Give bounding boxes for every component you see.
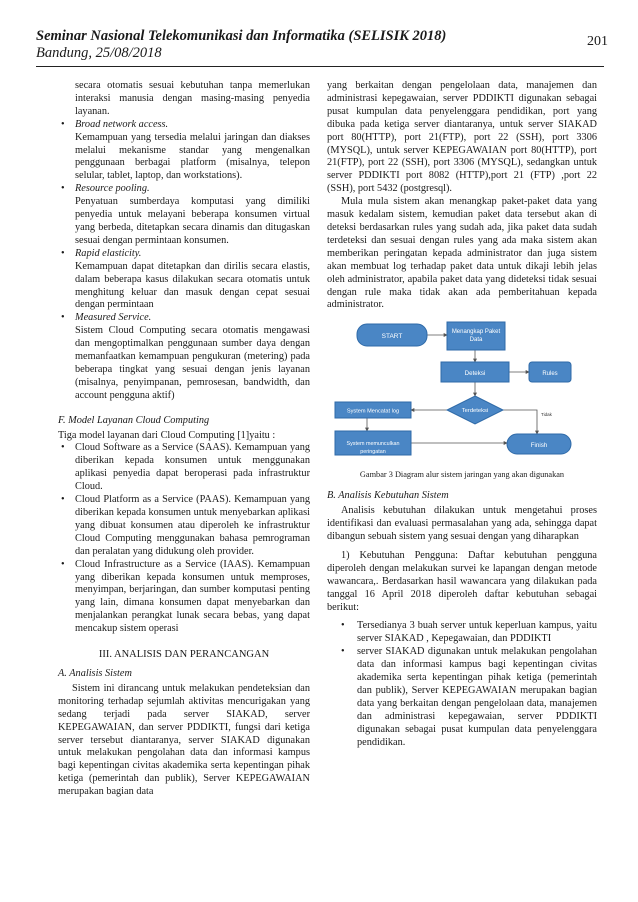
list-item: • Cloud Platform as a Service (PAAS). Kemampuan yang diberikan kepada konsumen untuk menyebarkan aplikasi yang dibuat konsumen atau diperoleh ke infrastruktur Cloud Computing menggunakan bahasa pemrograman dan peralatan yang didukung oleh provider. bbox=[58, 494, 310, 559]
item-text: Kemampuan dapat ditetapkan dan dirilis secara elastis, dalam beberapa kasus dilakukan secara otomatis untuk menghitung keluar dan masuk dengan cepat sesuai dengan permintaan bbox=[75, 260, 310, 311]
paragraph: yang berkaitan dengan pengelolaan data, manajemen dan administrasi kepegawaian, server PDDIKTI digunakan sebagai pusat kumpulan data penyelenggara pendidikan, port yang dibuka pada ketiga server diantaranya, untuk server SIAKAD port 80(HTTP), port 21(FTP), port 22 (SSH), port 3306 (MYSQL), untuk server KEPEGAWAIAN port 80(HTTP), port 21(FTP), port 22 (SSH), port 3306 (MYSQL), sedangkan untuk server PDDIKTI port 8082 (HTTP),port 21 (FTP) ,port 22 (SSH), port 5432 (postgresql). bbox=[327, 80, 597, 195]
conference-title: Seminar Nasional Telekomunikasi dan Informatika (SELISIK 2018) bbox=[36, 28, 447, 44]
warning-node: System memunculkan peringatan bbox=[346, 441, 400, 456]
item-title: Rapid elasticity. bbox=[75, 247, 142, 259]
start-node: START bbox=[381, 333, 403, 341]
needs-list bbox=[327, 620, 597, 749]
capture-node: Menangkap Paket Data bbox=[451, 329, 501, 344]
subsection-heading-b: B. Analisis Kebutuhan Sistem bbox=[327, 490, 449, 502]
list-item: • Tersedianya 3 buah server untuk keperluan kampus, yaitu server SIAKAD , Kepegawaian, dan PDDIKTI bbox=[327, 620, 597, 646]
log-node: System Mencatat log bbox=[346, 408, 400, 415]
characteristics-list bbox=[58, 119, 310, 403]
flow-diagram bbox=[327, 318, 597, 468]
header-rule bbox=[36, 66, 604, 67]
list-item bbox=[58, 248, 310, 313]
item-text: Kemampuan yang tersedia melalui jaringan dan diakses melalui mekanisme standar yang mengenalkan penggunaan berbagai platform (misalnya, telepon selular, tablet, laptop, dan workstations). bbox=[75, 131, 310, 182]
list-item bbox=[58, 183, 310, 248]
list-item: • Cloud Infrastructure as a Service (IAAS). Kemampuan yang diberikan kepada konsumen untuk memproses, menyimpan, berjaringan, dan sumber komputasi penting yang lain, dimana konsumen dapat menyebarkan dan menjalankan perangkat lunak secara bebas, yang dapat mencakup sistem operasi bbox=[58, 559, 310, 636]
item-text: Penyatuan sumberdaya komputasi yang dimiliki penyedia untuk melayani beberapa konsumen virtual yang berbeda, ditetapkan secara dinamis dan ditugaskan sesuai dengan permintaan konsumen. bbox=[75, 196, 310, 246]
paragraph: Sistem ini dirancang untuk melakukan pendeteksian dan monitoring terhadap sejumlah aktivitas mencurigakan yang sedang terjadi pada server SIAKAD, server KEPEGAWAIAN, dan server PDDIKTI, fungsi dari ketiga server tersebut diantaranya, server SIAKAD digunakan untuk melakukan pengolahan data dan informasi kampus bagi kepentingan civitas akademika serta kepentingan pihak ketiga (pemerintah dan publik), Server KEPEGAWAIAN merupakan bagian data bbox=[58, 682, 310, 798]
paragraph: secara otomatis sesuai kebutuhan tanpa memerlukan interaksi manusia dengan masing-masing penyedia layanan. bbox=[75, 80, 310, 117]
paragraph: Mula mula sistem akan menangkap paket-paket data yang masuk kedalam sistem, kemudian paket data tersebut akan di deteksi berdasarkan rules yang sudah ada, jika paket data sudah terdeteksi dan sesuai dengan rules yang ada maka sistem akan memberikan peringatan kepada administrator dan juga sistem akan membuat log terhadap paket data untuk dikaji lebih jelas oleh administrator, apabila paket data yang dideteksi tidak sesuai dengan rule maka tidak akan ada pemberitahuan kepada administrator. bbox=[327, 196, 597, 311]
list-item bbox=[58, 119, 310, 184]
paragraph: Tiga model layanan dari Cloud Computing [1]yaitu : bbox=[58, 429, 276, 441]
finish-node: Finish bbox=[530, 442, 548, 450]
list-item: • Cloud Software as a Service (SAAS). Kemampuan yang diberikan kepada konsumen untuk menggunakan aplikasi penyedia dapat beroperasi pada infrastruktur Cloud. bbox=[58, 442, 310, 494]
rules-node: Rules bbox=[542, 371, 558, 378]
detected-node: Terdeteksi bbox=[461, 408, 489, 415]
left-column bbox=[58, 80, 310, 799]
item-title: Measured Service. bbox=[75, 312, 152, 324]
list-item bbox=[58, 80, 310, 119]
subsection-heading-a: A. Analisis Sistem bbox=[58, 667, 132, 679]
no-label: Tidak bbox=[541, 412, 552, 418]
paragraph: Analisis kebutuhan dilakukan untuk mengetahui proses identifikasi dan evaluasi permasalahan yang ada, sehingga dapat dibangun sebuah sistem yang sesuai dengan yang diharapkan bbox=[327, 505, 597, 543]
list-item bbox=[58, 312, 310, 402]
item-title: Resource pooling. bbox=[75, 183, 150, 195]
figure-caption: Gambar 3 Diagram alur sistem jaringan yang akan digunakan bbox=[359, 470, 565, 480]
characteristics-list bbox=[58, 80, 310, 119]
detect-node: Deteksi bbox=[464, 370, 486, 378]
list-item: • server SIAKAD digunakan untuk melakukan pengolahan data dan informasi kampus bagi kepentingan civitas akademika serta kepentingan pihak ketiga (pemerintah dan publik), Server KEPEGAWAIAN merupakan bagian data yang berkaitan dengan pengelolaan data, manajemen dan administrasi kepegawaian, server PDDIKTI digunakan sebagai pusat kumpulan data penyelenggara pendidikan. bbox=[327, 646, 597, 749]
section-heading: III. ANALISIS DAN PERANCANGAN bbox=[98, 649, 270, 661]
subsection-heading-f: F. Model Layanan Cloud Computing bbox=[58, 414, 210, 426]
item-text: Sistem Cloud Computing secara otomatis mengawasi dan mengoptimalkan penggunaan sumber daya dengan memanfaatkan kemampuan pengukuran (metering) pada beberapa tingkat yang sesuai dengan jenis layanan (misalnya, penyimpanan, pemrosesan, bandwidth, dan account pengguna aktif) bbox=[75, 325, 310, 401]
item-title: Broad network access. bbox=[75, 118, 169, 130]
place-date: Bandung, 25/08/2018 bbox=[36, 45, 162, 61]
paragraph: 1) Kebutuhan Pengguna: Daftar kebutuhan pengguna diperoleh dengan melakukan survei ke lapangan dengan metode wawancara,. Berdasarkan hasil wawancara yang dilakukan pada tanggal 16 April 2018 diperoleh daftar kebutuhan sebagai berikut: bbox=[327, 549, 597, 613]
right-column bbox=[327, 80, 597, 750]
service-model-list bbox=[58, 442, 310, 636]
page-number: 201 bbox=[587, 34, 608, 49]
